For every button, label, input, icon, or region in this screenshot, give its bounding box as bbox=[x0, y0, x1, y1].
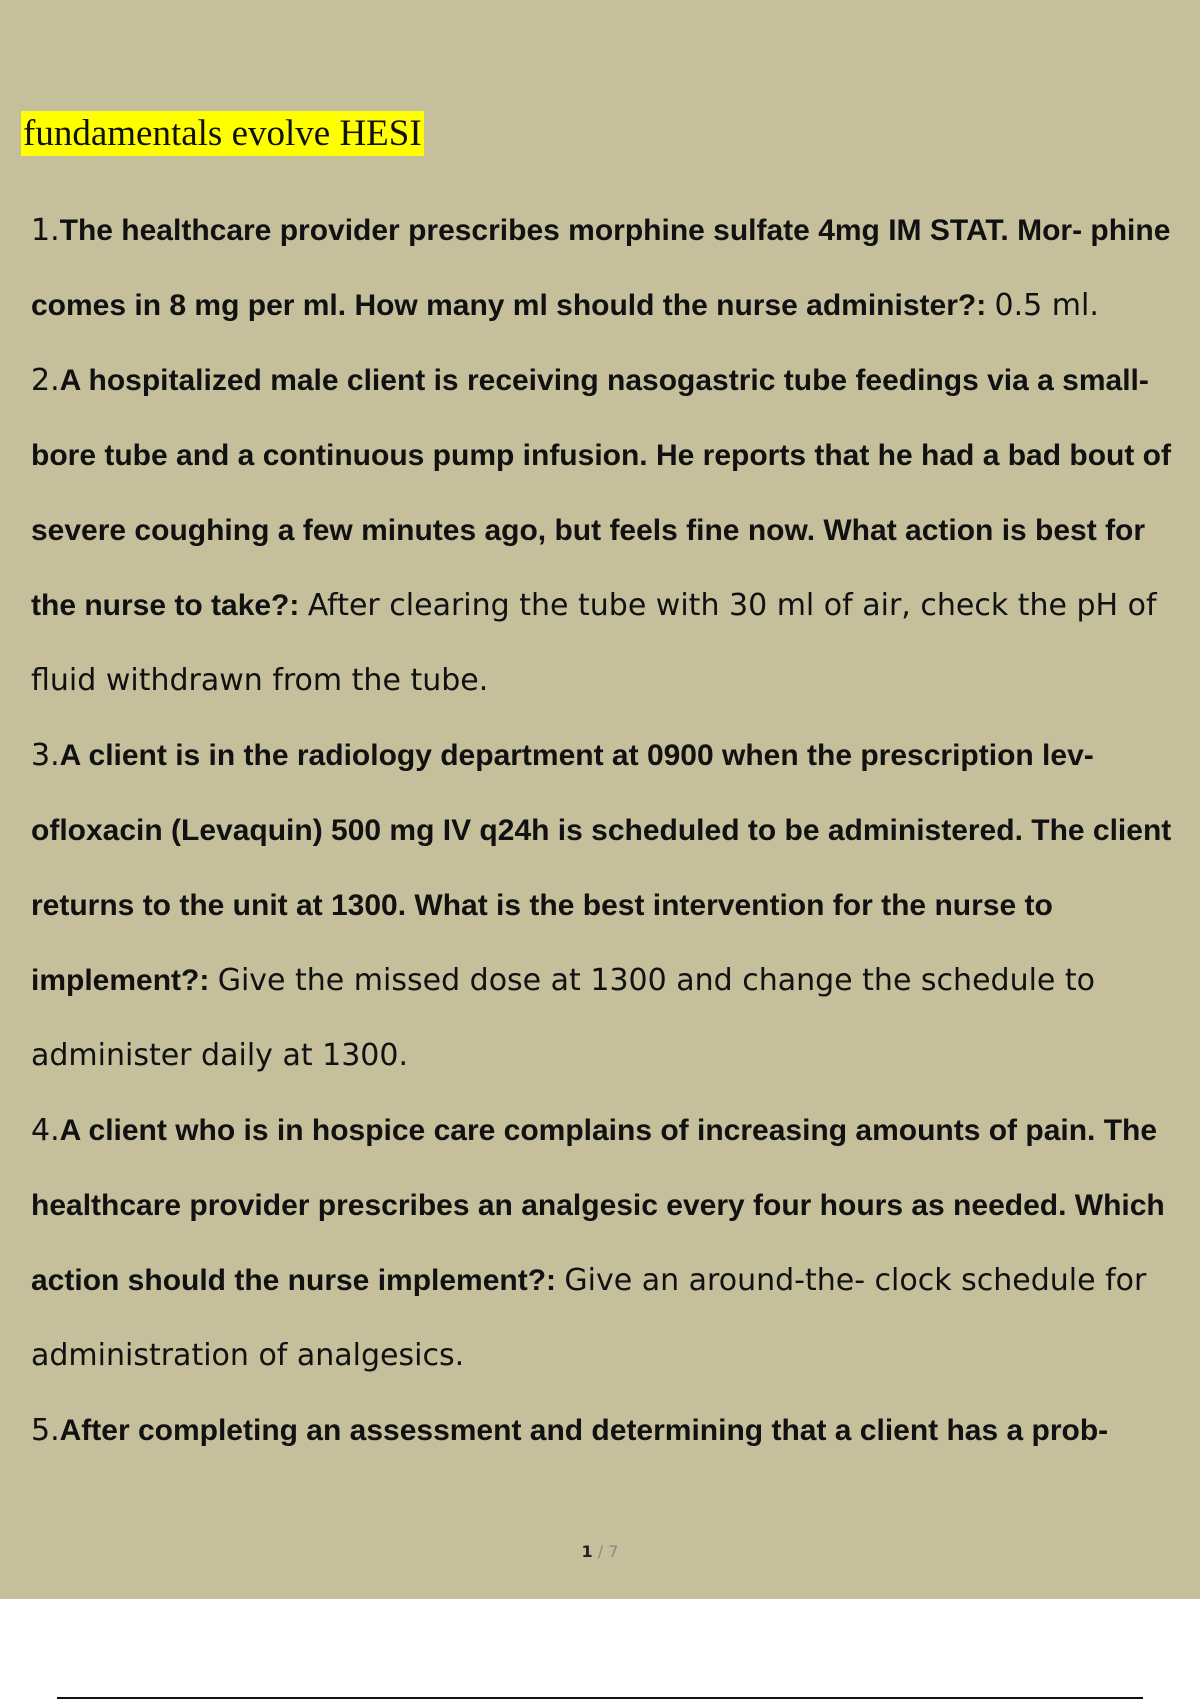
question-item-5 bbox=[31, 1393, 1196, 1468]
question-number: 5. bbox=[31, 1413, 60, 1448]
current-page-number: 1 bbox=[581, 1542, 593, 1561]
question-number: 1. bbox=[31, 213, 60, 248]
question-text: After completing an assessment and determining that a client has a prob- bbox=[59, 1414, 1109, 1447]
question-text: The healthcare provider prescribes morphine sulfate 4mg IM STAT. Mor- phine comes in 8 mg per ml. How many ml should the nurse administer?: bbox=[31, 214, 1171, 322]
page-separator: / bbox=[597, 1542, 604, 1561]
question-text: A client is in the radiology department at 0900 when the prescription lev- ofloxacin (Levaquin) 500 mg IV q24h is scheduled to be administered. The client returns to the unit at 1300. What is the best intervention for the nurse to implement?: bbox=[31, 739, 1172, 997]
answer-text: Give the missed dose at 1300 and change the schedule to administer daily at 1300. bbox=[31, 963, 1096, 1073]
page-indicator bbox=[0, 1542, 1200, 1561]
question-text: A hospitalized male client is receiving nasogastric tube feedings via a small-bore tube and a continuous pump infusion. He reports that he had a bad bout of severe coughing a few minutes ago, but feels fine now. What action is best for the nurse to take?: bbox=[31, 364, 1171, 622]
question-text: A client who is in hospice care complains of increasing amounts of pain. The healthcare provider prescribes an analgesic every four hours as needed. Which action should the nurse implement?: bbox=[31, 1114, 1165, 1297]
question-number: 3. bbox=[31, 738, 60, 773]
question-item-3 bbox=[31, 718, 1196, 1093]
page-divider bbox=[57, 1697, 1143, 1699]
total-pages: 7 bbox=[608, 1542, 619, 1561]
answer-text: 0.5 ml. bbox=[994, 288, 1099, 323]
question-item-1 bbox=[31, 193, 1196, 343]
question-list bbox=[31, 193, 1196, 1468]
answer-text: After clearing the tube with 30 ml of air, check the pH of fluid withdrawn from the tube. bbox=[31, 588, 1157, 698]
answer-text: Give an around-the- clock schedule for administration of analgesics. bbox=[31, 1263, 1147, 1373]
question-item-4 bbox=[31, 1093, 1196, 1393]
question-number: 4. bbox=[31, 1113, 60, 1148]
document-title: fundamentals evolve HESI bbox=[23, 113, 422, 154]
question-number: 2. bbox=[31, 363, 60, 398]
question-item-2 bbox=[31, 343, 1196, 718]
